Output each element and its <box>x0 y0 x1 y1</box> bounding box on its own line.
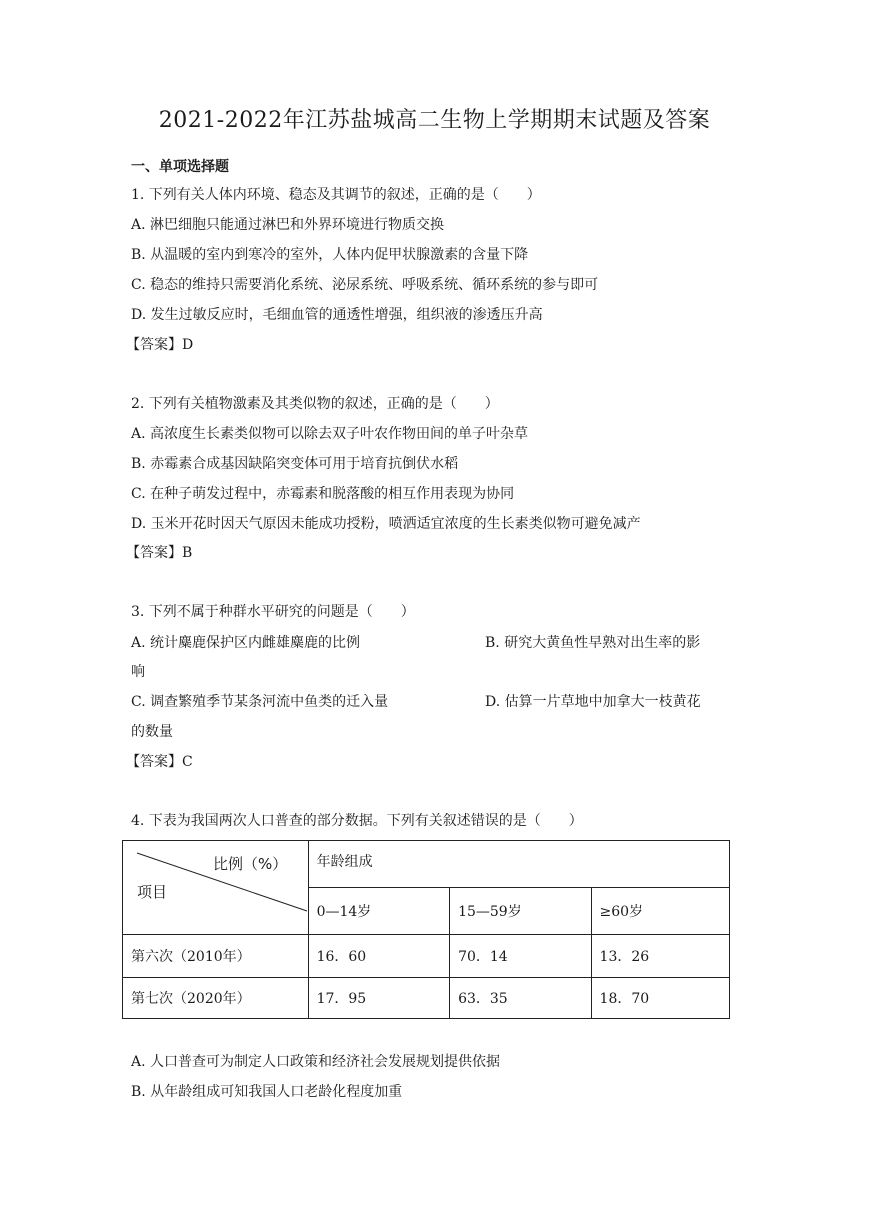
page-title: 2021-2022年江苏盐城高二生物上学期期末试题及答案 <box>158 108 711 133</box>
q2-option-c: C. 在种子萌发过程中，赤霉素和脱落酸的相互作用表现为协同 <box>131 486 515 502</box>
table-cell: 13．26 <box>591 935 729 978</box>
q3-option-d-continued: 的数量 <box>131 724 173 740</box>
table-row <box>123 935 730 978</box>
census-table <box>122 840 730 1019</box>
table-cell: 63．35 <box>450 978 591 1019</box>
col-header: 15—59岁 <box>450 888 591 935</box>
table-cell: 16．60 <box>308 935 449 978</box>
q4-option-a: A. 人口普查可为制定人口政策和经济社会发展规划提供依据 <box>131 1054 501 1070</box>
q2-option-a: A. 高浓度生长素类似物可以除去双子叶农作物田间的单子叶杂草 <box>131 426 529 442</box>
q3-option-b: B. 研究大黄鱼性早熟对出生率的影 <box>485 635 701 651</box>
corner-item-label: 项目 <box>137 883 168 901</box>
col-header: 0—14岁 <box>308 888 449 935</box>
q2-answer: 【答案】B <box>126 545 193 561</box>
q1-option-b: B. 从温暖的室内到寒冷的室外，人体内促甲状腺激素的含量下降 <box>131 247 529 263</box>
table-cell: 17．95 <box>308 978 449 1019</box>
q1-answer: 【答案】D <box>126 337 194 353</box>
table-cell: 70．14 <box>450 935 591 978</box>
col-header: ≥60岁 <box>591 888 729 935</box>
row-label: 第六次（2010年） <box>123 935 309 978</box>
q3-option-a: A. 统计麋鹿保护区内雌雄麋鹿的比例 <box>131 635 361 651</box>
q1-stem: 1. 下列有关人体内环境、稳态及其调节的叙述，正确的是（ ） <box>131 187 541 203</box>
q2-stem: 2. 下列有关植物激素及其类似物的叙述，正确的是（ ） <box>131 396 499 412</box>
q4-stem: 4. 下表为我国两次人口普查的部分数据。下列有关叙述错误的是（ ） <box>131 813 583 829</box>
table-cell: 18．70 <box>591 978 729 1019</box>
q1-option-c: C. 稳态的维持只需要消化系统、泌尿系统、呼吸系统、循环系统的参与即可 <box>131 277 599 293</box>
q3-option-b-continued: 响 <box>131 664 145 680</box>
q2-option-d: D. 玉米开花时因天气原因未能成功授粉，喷洒适宜浓度的生长素类似物可避免减产 <box>131 516 641 532</box>
row-label: 第七次（2020年） <box>123 978 309 1019</box>
table-corner-cell <box>123 841 309 935</box>
q3-stem: 3. 下列不属于种群水平研究的问题是（ ） <box>131 604 415 620</box>
q4-option-b: B. 从年龄组成可知我国人口老龄化程度加重 <box>131 1084 403 1100</box>
q3-option-c: C. 调查繁殖季节某条河流中鱼类的迁入量 <box>131 694 389 710</box>
table-row <box>123 978 730 1019</box>
q3-option-d: D. 估算一片草地中加拿大一枝黄花 <box>485 694 701 710</box>
corner-ratio-label: 比例（%） <box>213 855 288 873</box>
q3-answer: 【答案】C <box>126 754 193 770</box>
q1-option-d: D. 发生过敏反应时，毛细血管的通透性增强，组织液的渗透压升高 <box>131 307 543 323</box>
table-header-row <box>123 841 730 888</box>
section-heading: 一、单项选择题 <box>131 159 229 175</box>
q1-option-a: A. 淋巴细胞只能通过淋巴和外界环境进行物质交换 <box>131 217 445 233</box>
q2-option-b: B. 赤霉素合成基因缺陷突变体可用于培育抗倒伏水稻 <box>131 456 459 472</box>
group-header: 年龄组成 <box>308 841 729 888</box>
